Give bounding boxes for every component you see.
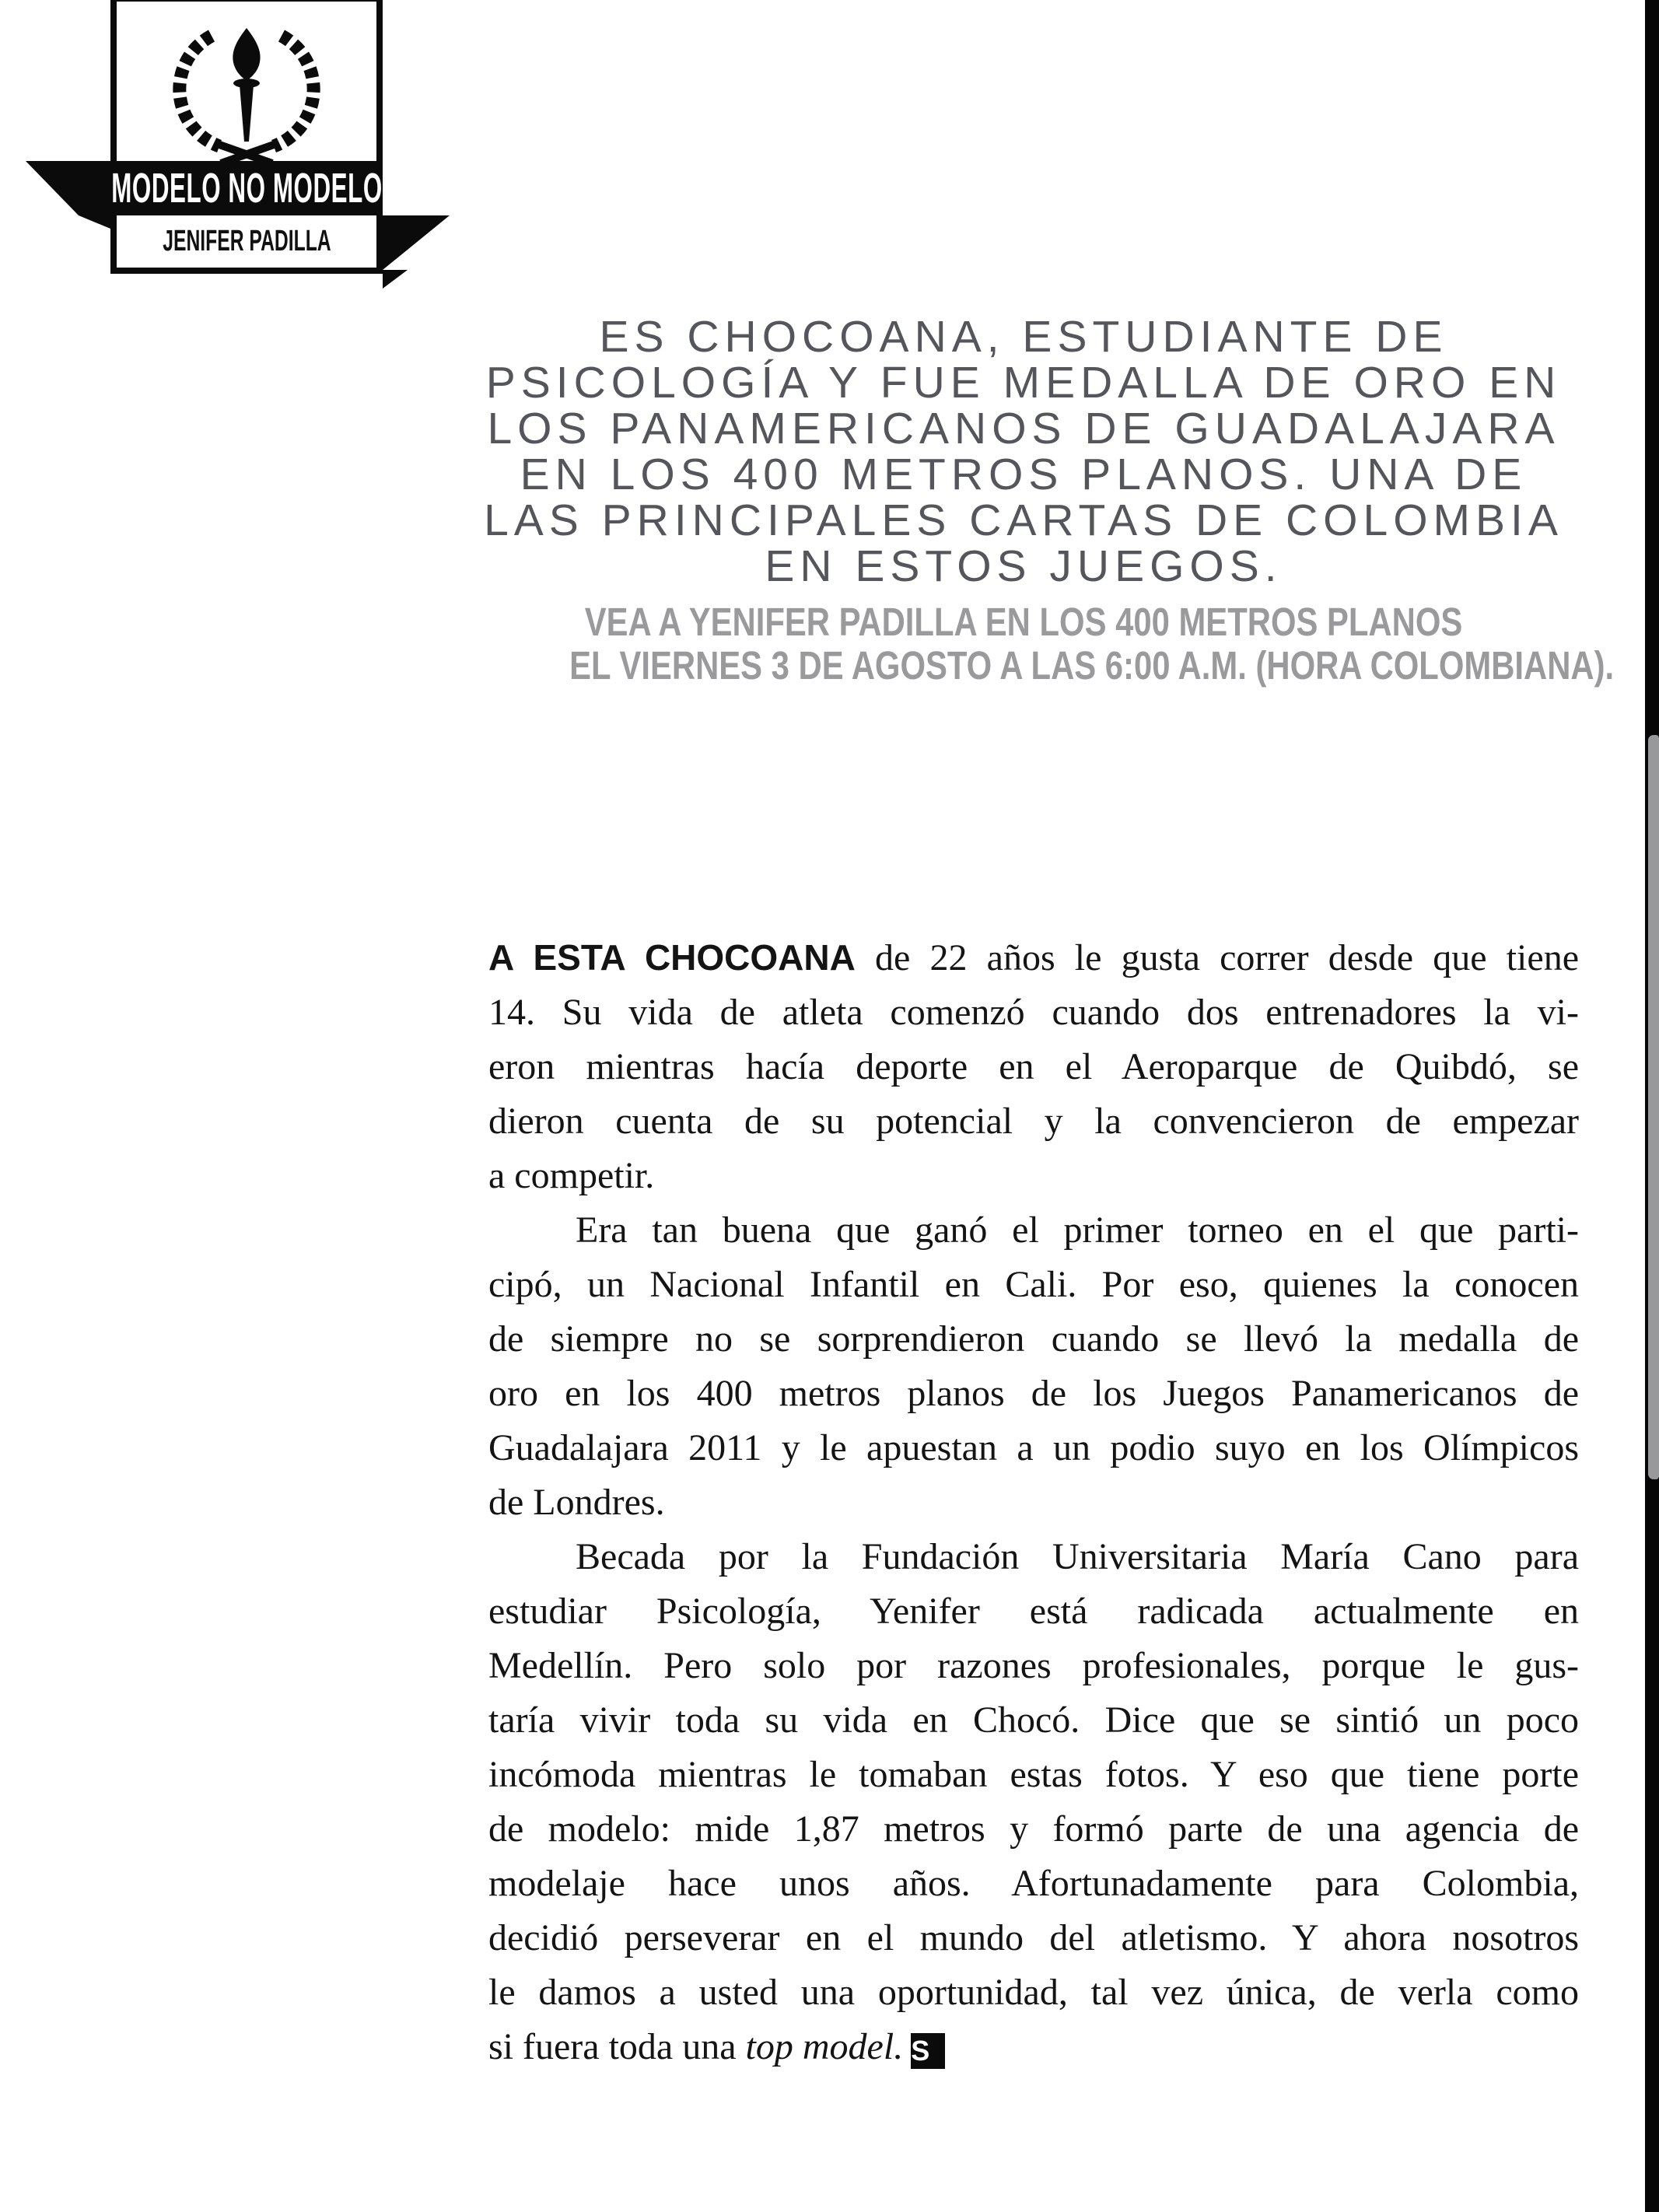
body-line: Medellín. Pero solo por razones profesionales, porque le gus- [488,1645,1579,1686]
body-line: oro en los 400 metros planos de los Juegos Panamericanos de [488,1373,1579,1414]
body-line-text: de 22 años le gusta correr desde que tiene [855,937,1580,978]
body-line: Era tan buena que ganó el primer torneo en el que parti- [576,1209,1579,1251]
body-line: de modelo: mide 1,87 metros y formó parte de una agencia de [488,1808,1579,1850]
subheadline [470,600,1615,688]
body-line: dieron cuenta de su potencial y la convencieron de empezar [488,1101,1579,1142]
body-line: le damos a usted una oportunidad, tal vez única, de verla como [488,1972,1579,2013]
headline [470,314,1577,590]
body-line-text: si fuera toda una [488,2026,746,2067]
headline-line: ES CHOCOANA, ESTUDIANTE DE [599,312,1448,362]
body-line: de Londres. [488,1482,665,1523]
laurel-wreath-torch-icon [117,8,376,168]
body-line: taría vivir toda su vida en Chocó. Dice que se sintió un poco [488,1699,1579,1741]
scrollbar-thumb[interactable] [1648,735,1659,1479]
logo-subtitle-band [117,215,376,268]
body-line: Becada por la Fundación Universitaria María Cano para [576,1536,1579,1577]
body-line: eron mientras hacía deporte en el Aeroparque de Quibdó, se [488,1046,1579,1087]
body-line: incómoda mientras le tomaban estas fotos. Y eso que tiene porte [488,1754,1579,1795]
logo-subtitle: JENIFER PADILLA [162,225,331,257]
headline-line: LAS PRINCIPALES CARTAS DE COLOMBIA [484,495,1563,545]
article-body [488,930,1579,2074]
body-line: cipó, un Nacional Infantil en Cali. Por eso, quienes la conocen [488,1264,1579,1305]
headline-line: LOS PANAMERICANOS DE GUADALAJARA [487,404,1560,453]
body-line: 14. Su vida de atleta comenzó cuando dos entrenadores la vi- [488,992,1579,1033]
body-line: decidió perseverar en el mundo del atletismo. Y ahora nosotros [488,1917,1579,1958]
italic-phrase: top model. [745,2026,904,2067]
subheadline-line: VEA A YENIFER PADILLA EN LOS 400 METROS PLANOS [584,600,1463,644]
article-end-icon: S [911,2033,945,2069]
headline-line: EN LOS 400 METROS PLANOS. UNA DE [520,450,1528,499]
body-line: estudiar Psicología, Yenifer está radicada actualmente en [488,1591,1579,1632]
logo-title: MODELO NO MODELO [110,165,383,212]
headline-line: EN ESTOS JUEGOS. [765,541,1283,591]
logo-title-band [110,161,383,215]
scrollbar-track[interactable] [1645,0,1659,2212]
body-line: Guadalajara 2011 y le apuestan a un podio suyo en los Olímpicos [488,1427,1579,1468]
body-line: de siempre no se sorprendieron cuando se llevó la medalla de [488,1318,1579,1360]
subheadline-line: EL VIERNES 3 DE AGOSTO A LAS 6:00 A.M. (HORA COLOMBIANA). [569,643,1615,688]
body-line: modelaje hace unos años. Afortunadamente para Colombia, [488,1863,1579,1904]
paragraph-lead-in: A ESTA CHOCOANA [488,937,856,978]
body-line [488,930,1579,985]
body-line [488,2020,1579,2074]
headline-line: PSICOLOGÍA Y FUE MEDALLA DE ORO EN [485,358,1562,408]
body-line: a competir. [488,1155,655,1196]
